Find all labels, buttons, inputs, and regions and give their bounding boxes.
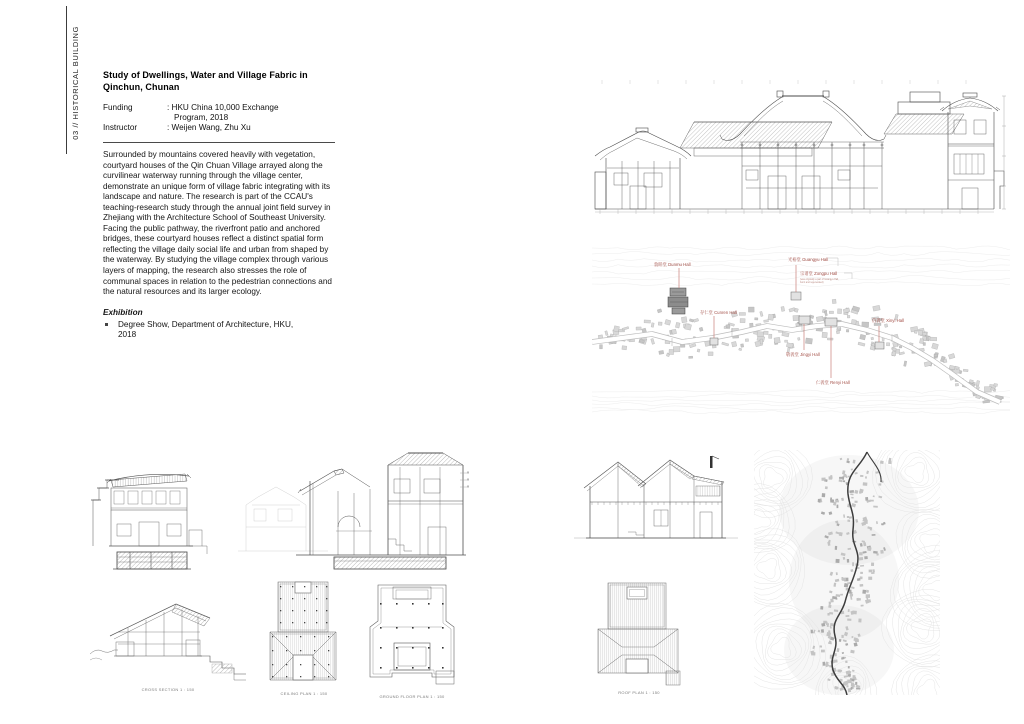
- twin-section-drawing: [572, 450, 742, 550]
- figure-hall-section: [592, 76, 1007, 236]
- contour-map-drawing: [754, 450, 940, 695]
- caption-ceiling-plan: CEILING PLAN 1 : 150: [280, 691, 328, 696]
- meta-block: [103, 103, 341, 133]
- hall-section-drawing: [592, 76, 1007, 236]
- xinyi-hall-marker: [875, 342, 884, 349]
- funding-row: [103, 103, 341, 123]
- figure-twin-section: [572, 450, 742, 550]
- bullet-square: [105, 323, 108, 326]
- ceiling-plan-drawing: [266, 580, 342, 688]
- label-zongpu-hall: 宗谱堂 Zongpu Hall: [800, 271, 838, 276]
- label-guangyu-hall: 光裕堂 Guangyu Hall: [788, 257, 829, 262]
- exhibition-text: Degree Show, Department of Architecture, HKU, 2018: [118, 319, 294, 339]
- figure-slope-section: [88, 584, 248, 684]
- header-divider: [103, 142, 335, 143]
- page-title: Study of Dwellings, Water and Village Fabric in Qinchun, Chunan: [103, 70, 308, 92]
- label-dunmu-hall: 敦睦堂 Dunmu Hall: [654, 262, 691, 267]
- figure-contour-map: [754, 450, 940, 695]
- figure-house-elevation: [83, 450, 218, 580]
- exhibition-heading: Exhibition: [103, 307, 143, 317]
- label-jingyi-hall: 敬義堂 Jingyi Hall: [786, 352, 820, 357]
- figure-village-map: [592, 242, 1010, 414]
- caption-roof-plan: ROOF PLAN 1 : 150: [618, 690, 660, 695]
- courtyard-section-drawing: [238, 443, 470, 583]
- label-zongpu-note2: burnt and regenerated): [800, 282, 824, 284]
- text-column: [103, 70, 341, 340]
- instructor-label: Instructor: [103, 123, 138, 132]
- zongpu-hall-marker: [791, 292, 801, 300]
- dunmu-hall-marker: [668, 288, 688, 314]
- cunren-hall-marker: [710, 338, 718, 345]
- village-map-drawing: [592, 242, 1010, 414]
- label-zongpu-note1: (was originally a part of Guangyu Hall,: [800, 279, 839, 281]
- label-xinyi-hall: 信義堂 Xinyi Hall: [872, 318, 904, 323]
- instructor-row: [103, 123, 341, 133]
- label-renyi-hall: 仁義堂 Renyi Hall: [816, 380, 850, 385]
- funding-label: Funding: [103, 103, 133, 112]
- caption-cross-section: CROSS SECTION 1 : 150: [141, 687, 195, 692]
- jingyi-hall-marker: [799, 316, 810, 324]
- figure-roof-plan: [594, 581, 684, 687]
- roof-plan-drawing: [594, 581, 684, 687]
- figure-ground-plan: [368, 583, 456, 685]
- house-elevation-drawing: [83, 450, 218, 580]
- figure-courtyard-section: [238, 443, 470, 583]
- instructor-value: : Weijen Wang, Zhu Xu: [167, 123, 251, 132]
- chapter-label: 03 // HISTORICAL BUILDING: [71, 26, 80, 140]
- renyi-hall-marker: [825, 318, 837, 326]
- funding-value: : HKU China 10,000 Exchange Program, 2018: [167, 103, 279, 122]
- slope-section-drawing: [88, 584, 248, 684]
- project-description: Surrounded by mountains covered heavily with vegetation, courtyard houses of the Qin Chuan Village arrayed along the curvilinear waterway running through the village center, demonstrate an unique form of village fabric integrating with its landscape and nature. The research is part of the CCAU's teaching-research study through the annual joint field survey in Zhejiang with the Architecture School of Southeast University. Facing the public pathway, the riverfront patio and anchored bridges, these courtyard houses reflect a distinct spatial form reflecting the village daily social life and urban from shaped by the waterway. By studying the village complex through various layers of mapping, the research also stresses the role of communal spaces in relation to the pedestrian connections and the natural resources and its larger ecology.: [103, 150, 332, 297]
- label-cunren-hall: 存仁堂 Cunren Hall: [700, 310, 737, 315]
- caption-ground-plan: GROUND FLOOR PLAN 1 : 150: [379, 694, 445, 699]
- label-leader-lines: [679, 265, 879, 378]
- ground-plan-drawing: [368, 583, 456, 685]
- exhibition-item: [103, 320, 341, 340]
- sidebar-rule: [66, 6, 67, 154]
- figure-ceiling-plan: [266, 580, 342, 688]
